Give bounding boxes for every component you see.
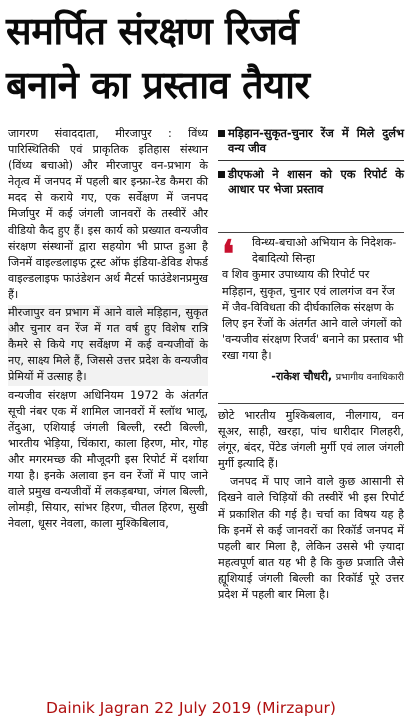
article-paragraph: मीरजापुर वन प्रभाग में आने वाले मड़िहान, सुकृत और चुनार वन रेंज में गत वर्ष हुए विशेष रात्रि कैमरे से किये गए सर्वेक्षण में कई वन्यजीवों के नए, साक्ष्य मिले हैं, जिससे उत्तर प्रदेश के वन्यजीव प्रेमियों में उत्साह है। (8, 305, 208, 385)
article-paragraph-text: जनपद में पाए जाने वाले कुछ आसानी से दिखने वाले चिड़ियों की तस्वीरें भी इस रिपोर्ट में प्रकाशित की गई है। चर्चा का विषय यह है कि इनमें से कई जानवरों का रिकॉर्ड जनपद में पहली बार मिला है, लेकिन उससे भी ज़्यादा महत्वपूर्ण बात यह भी है कि कुछ प्रजाति जैसे ह्यूशियाई जंगली बिल्ली का रिकॉर्ड पूरे उत्तर प्रदेश में पहली बार मिला है। (218, 475, 404, 602)
article-paragraph: छोटे भारतीय मुश्किबलाव, नीलगाय, वन सूअर, साही, खरहा, पांच धारीदार गिलहरी, लंगूर, बंदर, पेंटेड जंगली मुर्गी एवं लाल जंगली मुर्गी इत्यादि हैं। (218, 409, 404, 471)
pull-quote (218, 232, 404, 404)
source-caption: Dainik Jagran 22 July 2019 (Mirzapur) (46, 699, 336, 717)
quote-text-first: विन्ध्य-बचाओ अभियान के निदेशक- देबादित्यो सिन्हा (252, 236, 397, 266)
headline-line-2: बनाने का प्रस्ताव तैयार (6, 62, 310, 107)
quote-attribution (222, 369, 404, 386)
highlight-text: डीएफओ ने शासन को एक रिपोर्ट के आधार पर भेजा प्रस्ताव (228, 167, 404, 196)
headline (6, 4, 405, 112)
pull-quote-text (222, 235, 404, 386)
highlights-box (218, 126, 404, 201)
headline-line-1: समर्पित संरक्षण रिजर्व (6, 8, 299, 53)
article-paragraph: जागरण संवाददाता, मीरजापुर : विंध्य पारिस्थितिकी एवं प्राकृतिक इतिहास संस्थान (विंध्य बचाओ) और मीरजापुर वन-प्रभाग के नेतृत्व में जनपद में पहली बार इन्फ्रा-रेड कैमरा की मदद से कराये गए, एक सर्वेक्षण में जनपद मिर्जापुर में कई जंगली जानवरों के तस्वीरें और वीडियो कैद हुए हैं। इस कार्य को प्रख्यात वन्यजीव संरक्षण संस्थानों द्वारा सहयोग भी प्राप्त हुआ है जिनमें वाइल्डलाइफ ट्रस्ट ऑफ इंडिया-डेविड शेफर्ड वाइल्डलाइफ फाउंडेशन अर्थ मैटर्स फाउंडेशनप्रमुख हैं। (8, 127, 208, 301)
highlight-item (218, 126, 404, 156)
square-bullet-icon (218, 130, 225, 137)
highlight-item (218, 167, 404, 197)
article-right-column (218, 408, 404, 605)
quote-mark-icon: ❛ (222, 231, 235, 276)
square-bullet-icon (218, 171, 225, 178)
article-left-column (8, 126, 208, 534)
quote-author-role: प्रभागीय वनाधिकारी (335, 371, 404, 383)
quote-author: -राकेश चौधरी, (271, 369, 333, 383)
divider (218, 160, 404, 161)
quote-text-rest: व शिव कुमार उपाध्याय की रिपोर्ट पर मड़िहान, सुकृत, चुनार एवं लालगंज वन रेंज में जैव-विविधता की दीर्घकालिक संरक्षण के लिए इन रेंजों के अंतर्गत आने वाले जंगलों को 'वन्यजीव संरक्षण रिजर्व' बनाने का प्रस्ताव भी रखा गया है। (222, 268, 404, 363)
highlight-text: मड़िहान-सुकृत-चुनार रेंज में मिले दुर्लभ वन्य जीव (228, 126, 404, 155)
article-paragraph: वन्यजीव संरक्षण अधिनियम 1972 के अंतर्गत सूची नंबर एक में शामिल जानवरों में स्लॉथ भालू, तेंदुआ, एशियाई जंगली बिल्ली, रस्टी बिल्ली, भारतीय भेड़िया, चिंकारा, काला हिरण, मोर, गोह और मगरमच्छ की मौजूदगी इस रिपोर्ट में दर्शाया गया है। इनके अलावा इन वन रेंजों में पाए जाने वाले प्रमुख वन्यजीवों में लकड़बग्घा, जंगल बिल्ली, लोमड़ी, सियार, सांभर हिरण, चीतल हिरण, सुखी नेवला, धूसर नेवला, काला मुश्किबिलाव, (8, 388, 208, 531)
article-paragraph (218, 474, 404, 603)
